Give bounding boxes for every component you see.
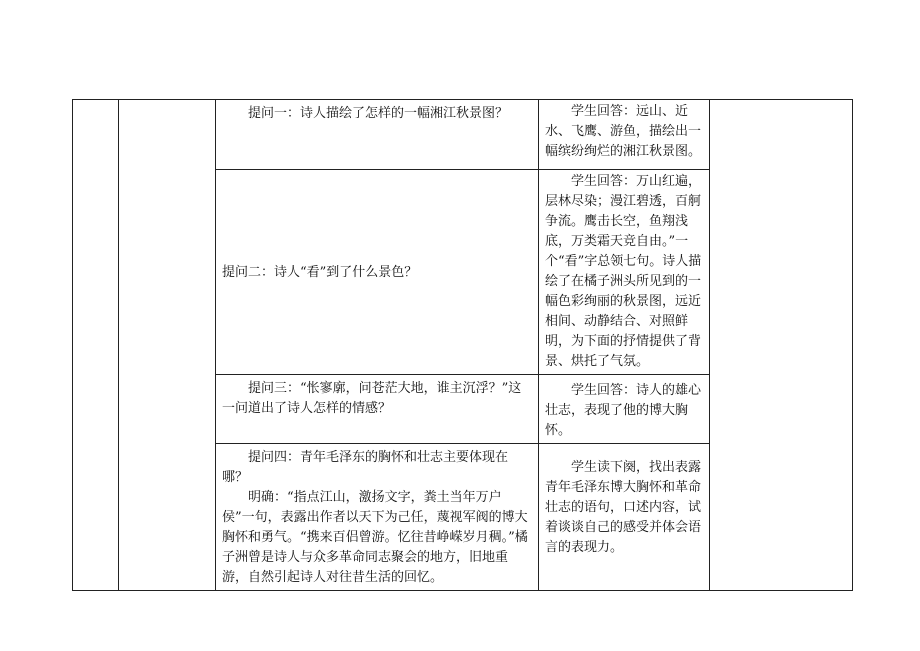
- blank-cell-col1: [73, 100, 119, 591]
- blank-cell-col5: [710, 100, 853, 591]
- answer-text: 学生回答：远山、近水、飞鹰、游鱼，描绘出一幅缤纷绚烂的湘江秋景图。: [545, 104, 702, 159]
- question-text: 提问二：诗人“看”到了什么景色？: [222, 265, 418, 280]
- answer-text: 学生回答：诗人的雄心壮志，表现了他的博大胸怀。: [545, 383, 702, 438]
- blank-cell-col2: [119, 100, 216, 591]
- question-cell: [216, 100, 539, 170]
- question-text: 提问一：诗人描绘了怎样的一幅湘江秋景图？: [248, 106, 509, 121]
- explanation-text: 明确：“指点江山，激扬文字，粪土当年万户侯”一句，表露出作者以天下为己任，蔑视军阀的博大胸怀和勇气。“携来百侣曾游。忆往昔峥嵘岁月稠。”橘子洲曾是诗人与众多革命同志聚会的地方，旧地重游，自然引起诗人对往昔生活的回忆。: [222, 490, 528, 585]
- table-row: [73, 100, 853, 170]
- question-cell: [216, 375, 539, 444]
- question-cell: [216, 170, 539, 375]
- answer-cell: [539, 444, 710, 591]
- question-text: 提问四：青年毛泽东的胸怀和壮志主要体现在哪？: [222, 450, 509, 485]
- lesson-plan-table: [72, 99, 853, 591]
- question-cell: [216, 444, 539, 591]
- question-text: 提问三：“怅寥廓，问苍茫大地，谁主沉浮？”这一问道出了诗人怎样的情感？: [222, 381, 522, 416]
- answer-cell: [539, 100, 710, 170]
- answer-cell: [539, 375, 710, 444]
- answer-text: 学生回答：万山红遍，层林尽染；漫江碧透，百舸争流。鹰击长空，鱼翔浅底，万类霜天竞自由。”一个“看”字总领七句。诗人描绘了在橘子洲头所见到的一幅色彩绚丽的秋景图，远近相间、动静结合、对照鲜明，为下面的抒情提供了背景、烘托了气氛。: [545, 174, 702, 369]
- answer-cell: [539, 170, 710, 375]
- answer-text: 学生读下阕，找出表露青年毛泽东博大胸怀和革命壮志的语句，口述内容，试着谈谈自己的感受并体会语言的表现力。: [545, 460, 702, 555]
